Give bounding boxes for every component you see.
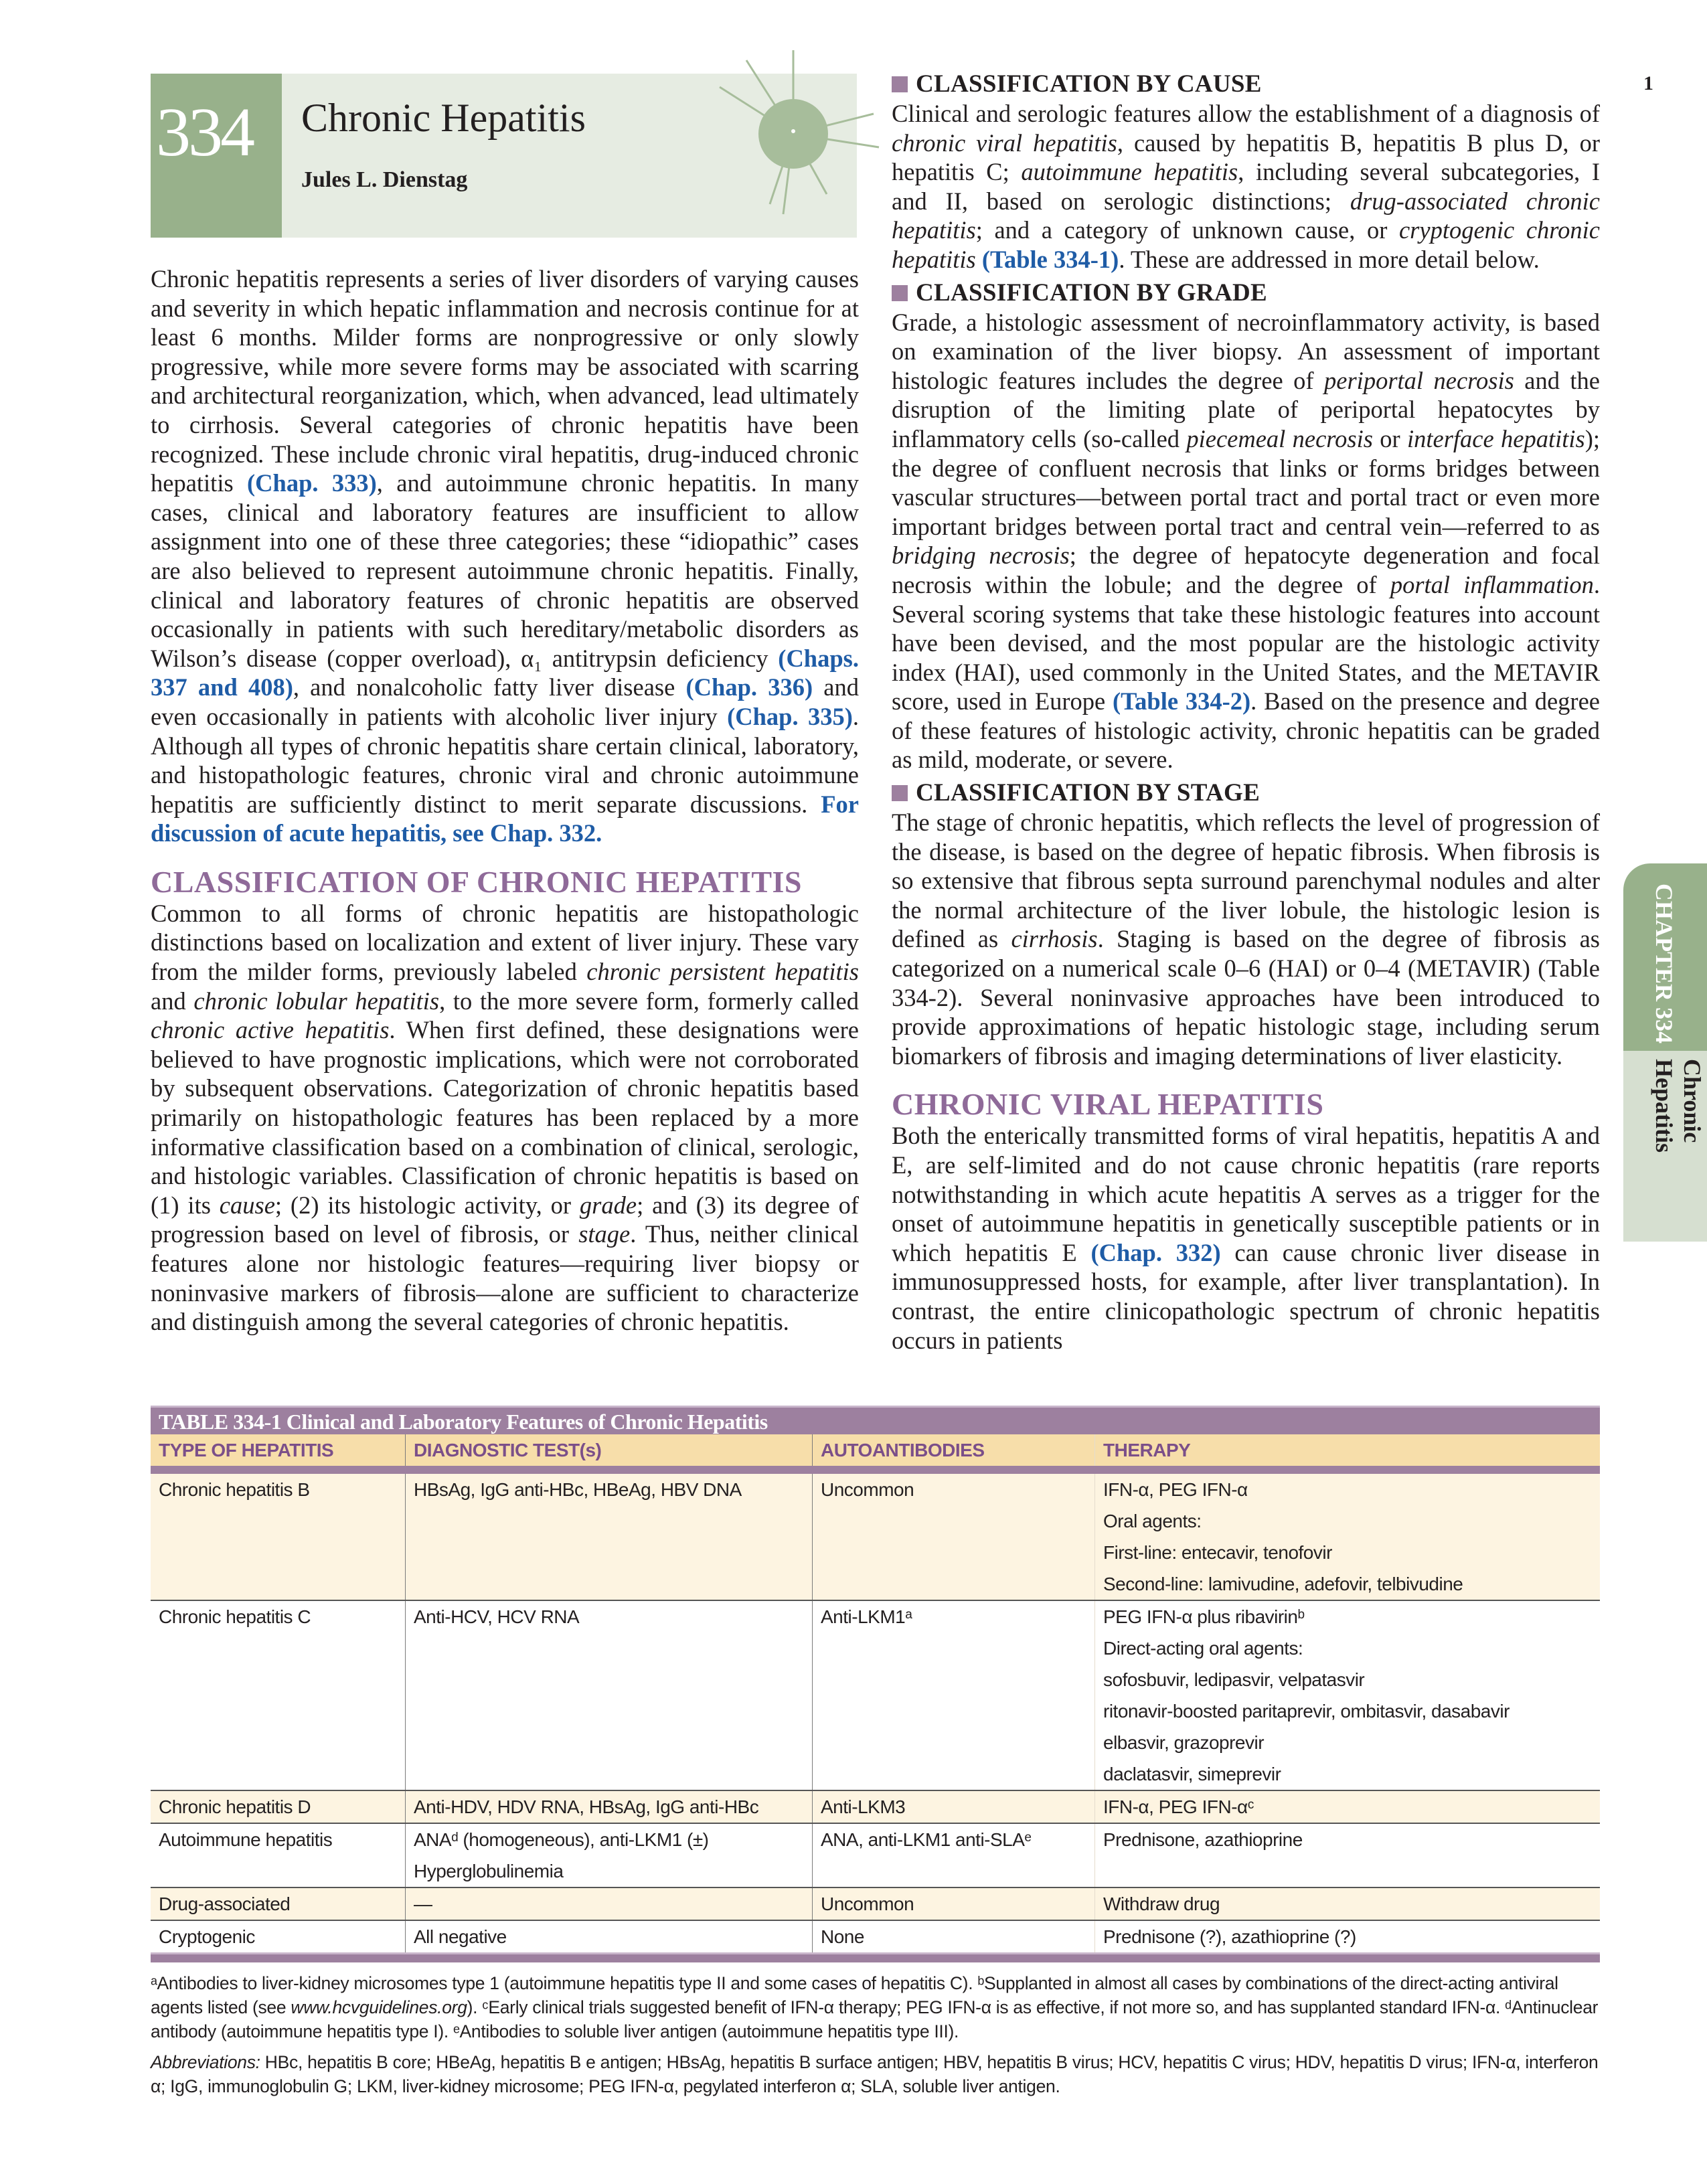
italic-term: cause (219, 1191, 275, 1219)
cell-line: Chronic hepatitis D (159, 1796, 311, 1817)
text-run: . These are addressed in more detail below. (1119, 245, 1540, 273)
table-cell (812, 1474, 1094, 1600)
text-run: and the disruption of the limiting plate of periportal hepatocytes by inflammatory cells (so-called (892, 366, 1600, 452)
intro-paragraph (151, 264, 859, 848)
cell-line: IFN-α, PEG IFN-α (1103, 1479, 1248, 1500)
table-cell (1094, 1601, 1600, 1790)
subheading-cause (892, 70, 1600, 99)
italic-term: bridging necrosis (892, 541, 1070, 570)
grade-paragraph (892, 308, 1600, 775)
column-header: DIAGNOSTIC TEST(s) (405, 1434, 812, 1466)
text-run: . Based on the presence and degree of these features of histologic activity, chronic hepatitis can be graded as mild, moderate, or severe. (892, 687, 1600, 774)
cross-reference-link[interactable]: (Chap. 336) (685, 673, 813, 701)
cell-line: Drug-associated (159, 1894, 291, 1914)
table-cell (151, 1921, 405, 1952)
cell-line: elbasvir, grazoprevir (1103, 1732, 1265, 1753)
cell-line: — (414, 1894, 432, 1914)
cell-line: Direct-acting oral agents: (1103, 1638, 1303, 1659)
cell-line: Anti-LKM1ᵃ (821, 1606, 912, 1627)
italic-term: chronic viral hepatitis (892, 129, 1117, 157)
italic-term: piecemeal necrosis (1186, 424, 1373, 452)
text-run: Common to all forms of chronic hepatitis are histopathologic distinctions based on localization and extent of liver injury. These vary from the milder forms, previously labeled (151, 899, 859, 986)
column-header: TYPE OF HEPATITIS (159, 1440, 334, 1460)
table-row (151, 1921, 1600, 1952)
cell-line: First-line: entecavir, tenofovir (1103, 1542, 1332, 1563)
subheading-grade (892, 278, 1600, 308)
text-run (976, 246, 982, 273)
text-run: Chronic hepatitis represents a series of liver disorders of varying causes and severity in which hepatic inflammation and necrosis continue for at least 6 months. Milder forms are nonprogressive or only slowly progressive, while more severe forms may be associated with scarring and architectural reorganization, which, when advanced, lead ultimately to cirrhosis. Several categories of chronic hepatitis have been recognized. These include chronic viral hepatitis, drug-induced chronic hepatitis (151, 265, 859, 497)
table-cell (812, 1601, 1094, 1790)
text-run: ; the degree of hepatocyte degeneration and focal necrosis within the lobule; and the degree of (892, 541, 1600, 598)
cell-line: Hyperglobulinemia (414, 1861, 564, 1881)
italic-term: autoimmune hepatitis (1021, 158, 1238, 186)
cell-line: Anti-HDV, HDV RNA, HBsAg, IgG anti-HBc (414, 1796, 759, 1817)
table-cell (405, 1474, 812, 1600)
text-run: ; and a category of unknown cause, or (975, 216, 1399, 244)
square-bullet-icon (892, 285, 908, 301)
text-run: , caused by hepatitis B, hepatitis B plus D, or hepatitis C; (892, 129, 1600, 186)
subheading-text: CLASSIFICATION BY CAUSE (916, 70, 1262, 98)
side-tab-chapter: CHAPTER 334 (1651, 884, 1678, 1044)
cell-line: Prednisone, azathioprine (1103, 1829, 1303, 1850)
column-header: THERAPY (1094, 1434, 1600, 1466)
table-cell (1094, 1474, 1600, 1600)
text-run: , and autoimmune chronic hepatitis. In many cases, clinical and laboratory features are insufficient to allow assignment into one of these three categories; these “idiopathic” cases are also believed to represent autoimmune chronic hepatitis. Finally, clinical and laboratory features of chronic hepatitis are observed occasionally in patients with such hereditary/metabolic disorders as Wilson’s disease (copper overload), α₁ antitrypsin deficiency (151, 469, 859, 672)
italic-term: drug-associated chronic hepatitis (892, 187, 1600, 244)
cell-line: daclatasvir, simeprevir (1103, 1764, 1281, 1784)
cross-reference-link[interactable]: (Chap. 332) (1090, 1238, 1221, 1266)
text-run: Both the enterically transmitted forms of viral hepatitis, hepatitis A and E, are self-limited and do not cause chronic hepatitis (rare reports notwithstanding in which acute hepatitis A serves as a trigger for the onset of autoimmune hepatitis in genetically susceptible patients or in which hepatitis E (892, 1122, 1600, 1266)
table-cell (151, 1474, 405, 1600)
cell-line: Oral agents: (1103, 1511, 1202, 1531)
italic-term: interface hepatitis (1406, 424, 1585, 452)
cause-paragraph (892, 99, 1600, 274)
text-run: . Staging is based on the degree of fibrosis as categorized on a numerical scale 0–6 (HAI) or 0–4 (METAVIR) (Table 334-2). Several noninvasive approaches have been introduced to provide approximations of hepatic histologic stage, including serum biomarkers of fibrosis and imaging determinations of liver elasticity. (892, 925, 1601, 1070)
italic-term: periportal necrosis (1324, 366, 1514, 394)
splatter-decoration-icon (706, 47, 880, 221)
cell-line: HBsAg, IgG anti-HBc, HBeAg, HBV DNA (414, 1479, 742, 1500)
cell-line: Second-line: lamivudine, adefovir, telbivudine (1103, 1574, 1463, 1594)
cross-reference-link[interactable]: (Table 334-2) (1113, 687, 1251, 716)
table-cell (405, 1824, 812, 1887)
abbreviations-text (151, 2050, 1600, 2098)
section-heading-viral: CHRONIC VIRAL HEPATITIS (892, 1087, 1324, 1122)
cell-line: Uncommon (821, 1894, 914, 1914)
cell-line: Chronic hepatitis C (159, 1606, 311, 1627)
text-run: . Several scoring systems that take these histologic features into account have been devised, and the most popular are the histologic activity index (HAI), used commonly in the United States, and the METAVIR score, used in Europe (892, 570, 1600, 716)
subheading-text: CLASSIFICATION BY STAGE (916, 779, 1261, 807)
square-bullet-icon (892, 785, 908, 801)
italic-term: cirrhosis (1011, 925, 1098, 953)
italic-term: chronic persistent hepatitis (586, 958, 859, 986)
italic-term: chronic lobular hepatitis (193, 987, 440, 1015)
cell-line: sofosbuvir, ledipasvir, velpatasvir (1103, 1669, 1365, 1690)
classification-paragraph (151, 899, 859, 1337)
cell-line: Autoimmune hepatitis (159, 1829, 333, 1850)
cross-reference-link[interactable]: (Table 334-1) (981, 245, 1119, 273)
table-row (151, 1791, 1600, 1824)
text-run: and even occasionally in patients with alcoholic liver injury (151, 673, 859, 730)
viral-paragraph (892, 1121, 1600, 1355)
text-run: and (151, 987, 194, 1015)
text-run: , including several subcategories, I and II, based on serologic distinctions; (892, 158, 1601, 215)
table-cell (1094, 1921, 1600, 1952)
cell-line: Uncommon (821, 1479, 914, 1500)
chapter-side-tab (1623, 863, 1707, 1242)
table-row (151, 1824, 1600, 1888)
table-cell (151, 1791, 405, 1823)
italic-term: cryptogenic chronic hepatitis (892, 216, 1600, 273)
table-cell (812, 1888, 1094, 1920)
text-run: HBc, hepatitis B core; HBeAg, hepatitis B e antigen; HBsAg, hepatitis B surface antigen; HBV, hepatitis B virus; HCV, hepatitis C virus; HDV, hepatitis D virus; IFN-α, interferon α; IgG, immunoglobulin G; LKM, liver-kidney microsome; PEG IFN-α, pegylated interferon α; SLA, soluble liver antigen. (151, 2052, 1599, 2096)
cross-reference-link[interactable]: (Chap. 335) (727, 702, 853, 730)
text-run: ). ᶜEarly clinical trials suggested benefit of IFN-α therapy; PEG IFN-α is as effective, if not more so, and has supplanted standard IFN-α. ᵈAntinuclear antibody (autoimmune hepatitis type I). ᵉAntibodies to soluble liver antigen (autoimmune hepatitis type III). (151, 1997, 1599, 2041)
table-cell (151, 1888, 405, 1920)
section-heading-classification: CLASSIFICATION OF CHRONIC HEPATITIS (151, 864, 803, 899)
side-tab-title: Chronic Hepatitis (1651, 1059, 1706, 1153)
cell-line: ANA, anti-LKM1 anti-SLAᵉ (821, 1829, 1032, 1850)
table-cell (405, 1921, 812, 1952)
table-row (151, 1474, 1600, 1601)
cell-line: Chronic hepatitis B (159, 1479, 310, 1500)
text-run: ); the degree of confluent necrosis that links or forms bridges between vascular structures—between portal tract and portal tract or even more important bridges between portal tract and central vein—referred to as (892, 424, 1601, 540)
table-334-1 (151, 1406, 1600, 1962)
italic-term: www.hcvguidelines.org (291, 1997, 467, 2017)
cell-line: Withdraw drug (1103, 1894, 1220, 1914)
text-run: ; and (3) its degree of progression based on level of fibrosis, or (151, 1191, 859, 1248)
footnote-text (151, 1971, 1600, 2043)
text-run: ᵃAntibodies to liver-kidney microsomes type 1 (autoimmune hepatitis type II and some cases of hepatitis C). ᵇSupplanted in almost all cases by combinations of the direct-acting antiviral agents listed (see (151, 1973, 1558, 2017)
table-body (151, 1474, 1600, 1952)
cross-reference-link[interactable]: (Chap. 333) (247, 469, 377, 497)
chapter-title: Chronic Hepatitis (301, 96, 586, 140)
cross-reference-link[interactable]: (Chaps. 337 and 408) (151, 644, 859, 701)
table-cell (405, 1888, 812, 1920)
text-run: . When first defined, these designations were believed to have prognostic implications, which were not corroborated by subsequent observations. Categorization of chronic hepatitis based primarily on histopathologic features has been replaced by a more informative classification based on a combination of clinical, serologic, and histologic variables. Classification of chronic hepatitis is based on (1) its (151, 1016, 859, 1219)
text-run: , and nonalcoholic fatty liver disease (293, 673, 686, 701)
table-cell (812, 1921, 1094, 1952)
text-run: Clinical and serologic features allow the establishment of a diagnosis of (892, 100, 1600, 127)
right-column (892, 70, 1600, 1355)
chapter-author: Jules L. Dienstag (301, 167, 468, 192)
table-cell (812, 1824, 1094, 1887)
text-run: can cause chronic liver disease in immunosuppressed hosts, for example, after liver transplantation). In contrast, the entire clinicopathologic spectrum of chronic hepatitis occurs in patients (892, 1238, 1600, 1354)
table-header-row (151, 1434, 1600, 1474)
cell-line: PEG IFN-α plus ribavirinᵇ (1103, 1606, 1305, 1627)
italic-term: chronic active hepatitis (151, 1016, 390, 1044)
chapter-header (151, 74, 857, 238)
table-row (151, 1601, 1600, 1791)
table-row (151, 1888, 1600, 1921)
text-run: ; (2) its histologic activity, or (274, 1191, 580, 1219)
cell-line: IFN-α, PEG IFN-αᶜ (1103, 1796, 1254, 1817)
table-footnotes (151, 1971, 1600, 2105)
cell-line: All negative (414, 1926, 507, 1947)
table-cell (151, 1601, 405, 1790)
cell-line: ANAᵈ (homogeneous), anti-LKM1 (±) (414, 1829, 709, 1850)
text-run: . Although all types of chronic hepatitis share certain clinical, laboratory, and histopathologic features, chronic viral and chronic autoimmune hepatitis are sufficiently distinct to merit separate discussions. (151, 702, 859, 818)
table-cell (405, 1601, 812, 1790)
subheading-text: CLASSIFICATION BY GRADE (916, 278, 1267, 307)
square-bullet-icon (892, 76, 908, 92)
cell-line: Prednisone (?), azathioprine (?) (1103, 1926, 1356, 1947)
left-column (151, 264, 859, 1337)
italic-term: portal inflammation (1390, 570, 1594, 598)
table-cell (405, 1791, 812, 1823)
italic-term: grade (579, 1191, 637, 1219)
table-cell (1094, 1791, 1600, 1823)
column-header: AUTOANTIBODIES (812, 1434, 1094, 1466)
cell-line: None (821, 1926, 864, 1947)
text-run: , to the more severe form, formerly called (439, 987, 859, 1015)
table-title: TABLE 334-1 Clinical and Laboratory Features of Chronic Hepatitis (151, 1406, 1600, 1434)
table-cell (812, 1791, 1094, 1823)
cell-line: Cryptogenic (159, 1926, 255, 1947)
cross-reference-link[interactable]: For discussion of acute hepatitis, see Chap. 332. (151, 790, 859, 847)
cell-line: ritonavir-boosted paritaprevir, ombitasvir, dasabavir (1103, 1701, 1510, 1721)
chapter-number: 334 (151, 74, 282, 238)
table-cell (1094, 1824, 1600, 1887)
italic-term: stage (578, 1220, 631, 1248)
text-run: or (1372, 424, 1407, 452)
stage-paragraph (892, 808, 1600, 1070)
table-cell (1094, 1888, 1600, 1920)
cell-line: Anti-LKM3 (821, 1796, 906, 1817)
table-cell (151, 1824, 405, 1887)
text-run: The stage of chronic hepatitis, which reflects the level of progression of the disease, is based on the degree of hepatic fibrosis. When fibrosis is so extensive that fibrous septa surround parenchymal nodules and alter the normal architecture of the liver lobule, the histologic lesion is defined as (892, 809, 1600, 953)
subheading-stage (892, 778, 1600, 808)
text-run: Grade, a histologic assessment of necroinflammatory activity, is based on examination of the liver biopsy. An assessment of important histologic features includes the degree of (892, 308, 1600, 394)
cell-line: Anti-HCV, HCV RNA (414, 1606, 580, 1627)
text-run: . Thus, neither clinical features alone nor histologic features—requiring liver biopsy or noninvasive markers of fibrosis—alone are sufficient to characterize and distinguish among the several categories of chronic hepatitis. (151, 1220, 859, 1336)
italic-term: Abbreviations: (151, 2052, 260, 2072)
page-number: 1 (1643, 72, 1653, 94)
